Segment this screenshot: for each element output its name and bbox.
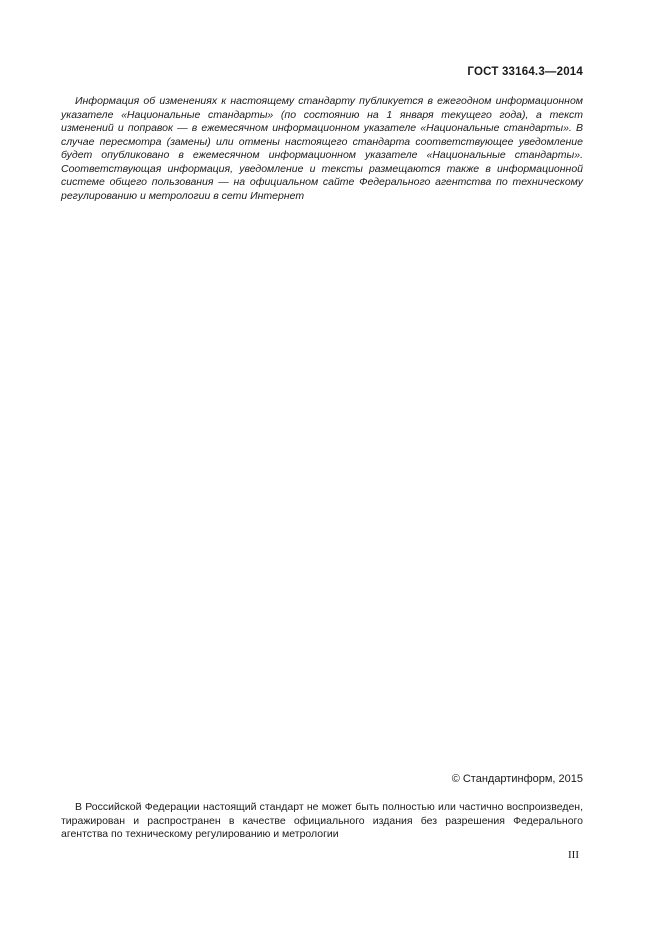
change-information-notice: Информация об изменениях к настоящему стандарту публикуется в ежегодном информационном указателе «Национальные стандарты» (по состоянию на 1 января текущего года), а текст изменений и поправок — в ежемесячном информационном указателе «Национальные стандарты». В случае пересмотра (замены) или отмены настоящего стандарта соответствующее уведомление будет опубликовано в ежемесячном информационном указателе «Национальные стандарты». Соответствующая информация, уведомление и тексты размещаются также в информационной системе общего пользования — на официальном сайте Федерального агентства по техническому регулированию и метрологии в сети Интернет — [61, 95, 583, 202]
copyright-notice: © Стандартинформ, 2015 — [451, 773, 583, 785]
document-code: ГОСТ 33164.3—2014 — [467, 66, 583, 78]
reproduction-restriction-notice: В Российской Федерации настоящий стандарт не может быть полностью или частично воспроизведен, тиражирован и распространен в качестве официального издания без разрешения Федерального агентства по техническому регулированию и метрологии — [61, 801, 583, 840]
page-number: III — [568, 849, 579, 861]
